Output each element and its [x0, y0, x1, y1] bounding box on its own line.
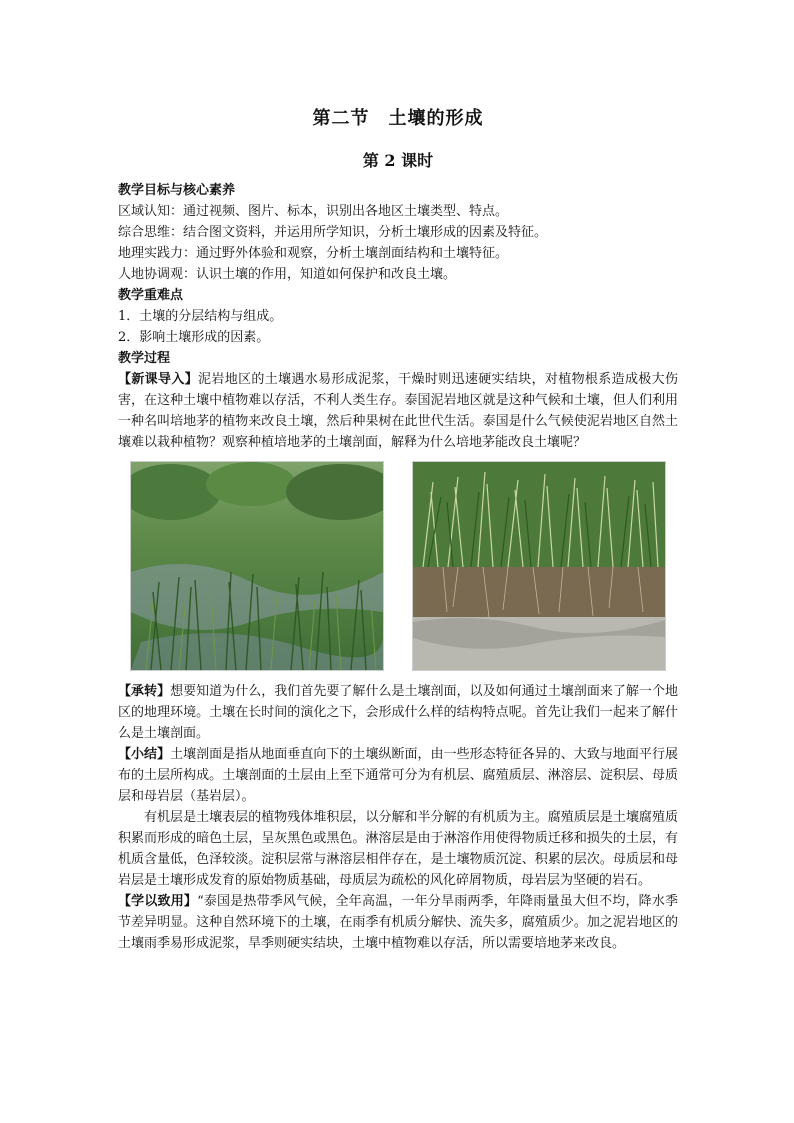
transition-text: 想要知道为什么，我们首先要了解什么是土壤剖面，以及如何通过土壤剖面来了解一个地区的地理环境。土壤在长时间的演化之下，会形成什么样的结构特点呢。首先让我们一起来了解什么是土壤剖面。 [118, 684, 678, 741]
objectives-heading: 教学目标与核心素养 [118, 183, 236, 198]
soil-profile-image [413, 462, 665, 670]
summary-text: 土壤剖面是指从地面垂直向下的土壤纵断面，由一些形态特征各异的、大致与地面平行展布的土层所构成。土壤剖面的土层由上至下通常可分为有机层、腐殖质层、淋溶层、淀积层、母质层和母岩层（基岩层）。 [118, 747, 678, 804]
layers-paragraph: 有机层是土壤表层的植物残体堆积层，以分解和半分解的有机质为主。腐殖质层是土壤腐殖质积累而形成的暗色土层，呈灰黑色或黑色。淋溶层是由于淋溶作用使得物质迁移和损失的土层，有机质含量低，色泽较淡。淀积层常与淋溶层相伴存在，是土壤物质沉淀、积累的层次。母质层和母岩层是土壤形成发育的原始物质基础，母质层为疏松的风化碎屑物质，母岩层为坚硬的岩石。 [118, 810, 678, 888]
grassland-image [131, 462, 383, 670]
difficulty-item: 1．土壤的分层结构与组成。 [118, 309, 283, 324]
page-title: 第二节 土壤的形成 [312, 108, 484, 129]
lesson-subtitle: 第 2 课时 [362, 151, 434, 170]
difficulties-heading: 教学重难点 [118, 288, 184, 303]
summary-label: 【小结】 [118, 747, 171, 762]
apply-text: “泰国是热带季风气候，全年高温，一年分旱雨两季，年降雨量虽大但不均，降水季节差异明显。这种自然环境下的土壤，在雨季有机质分解快、流失多，腐殖质少。加之泥岩地区的土壤雨季易形成泥浆，旱季则硬实结块，土壤中植物难以存活，所以需要培地茅来改良。 [118, 894, 678, 951]
transition-paragraph [118, 681, 678, 744]
difficulty-item: 2．影响土壤形成的因素。 [118, 330, 270, 345]
apply-label: 【学以致用】 [118, 894, 198, 909]
intro-text: 泥岩地区的土壤遇水易形成泥浆，干燥时则迅速硬实结块，对植物根系造成极大伤害，在这种土壤中植物难以存活，不利人类生存。泰国泥岩地区就是这种气候和土壤，但人们利用一种名叫培地茅的植物来改良土壤，然后种果树在此世代生活。泰国是什么气候使泥岩地区自然土壤难以栽种植物？观察种植培地茅的土壤剖面，解释为什么培地茅能改良土壤呢？ [118, 372, 678, 450]
objective-item: 地理实践力：通过野外体验和观察，分析土壤剖面结构和土壤特征。 [118, 246, 509, 261]
grassland-photo [130, 461, 384, 671]
process-heading: 教学过程 [118, 351, 171, 366]
transition-label: 【承转】 [118, 684, 171, 699]
intro-label: 【新课导入】 [118, 372, 199, 387]
photo-row [130, 461, 666, 671]
apply-paragraph [118, 891, 678, 954]
objective-item: 综合思维：结合图文资料，并运用所学知识，分析土壤形成的因素及特征。 [118, 225, 548, 240]
intro-paragraph [118, 369, 678, 453]
soil-profile-photo [412, 461, 666, 671]
document-body [118, 180, 678, 954]
objective-item: 区域认知：通过视频、图片、标本，识别出各地区土壤类型、特点。 [118, 204, 509, 219]
summary-paragraph [118, 744, 678, 807]
objective-item: 人地协调观：认识土壤的作用，知道如何保护和改良土壤。 [118, 267, 457, 282]
